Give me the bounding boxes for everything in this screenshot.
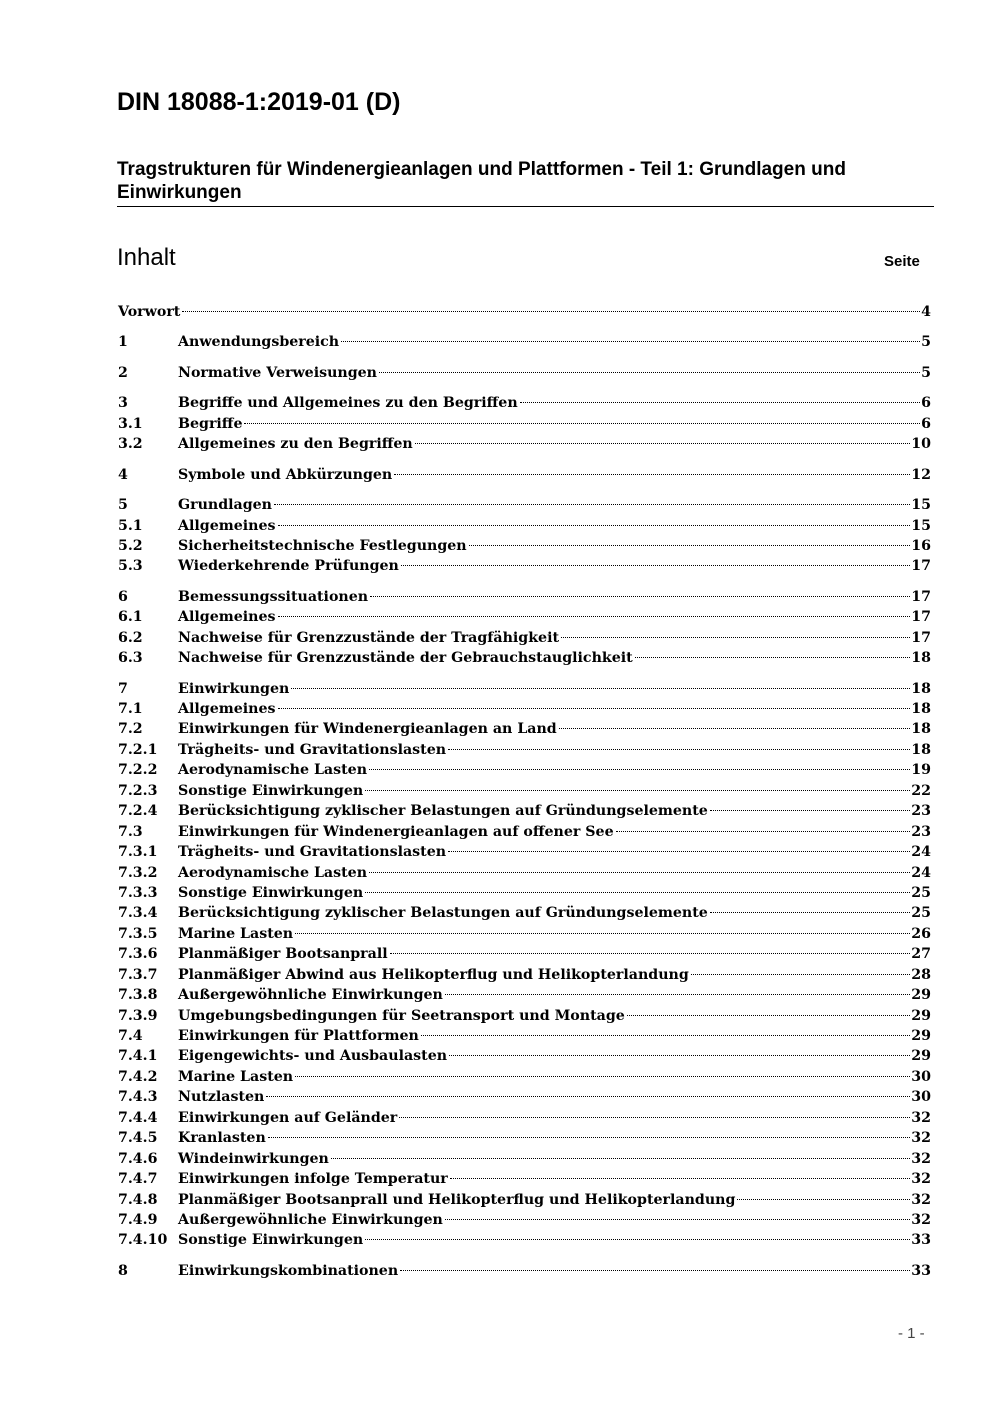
toc-entry[interactable] [118, 822, 931, 842]
toc-entry-page: 32 [911, 1109, 931, 1126]
toc-dot-leader [710, 912, 910, 913]
toc-entry-page: 29 [911, 987, 931, 1004]
toc-entry-page: 22 [911, 782, 931, 799]
toc-entry-number: 7.3.2 [118, 864, 158, 881]
toc-dot-leader [390, 953, 911, 954]
toc-entry[interactable] [118, 1046, 931, 1066]
toc-entry-number: 7.4.4 [118, 1109, 158, 1126]
toc-entry[interactable] [118, 1026, 931, 1046]
toc-entry-title: Berücksichtigung zyklischer Belastungen auf Gründungselemente [178, 905, 708, 922]
toc-entry-number: 7.4.3 [118, 1089, 158, 1106]
toc-entry[interactable] [118, 1087, 931, 1107]
toc-entry-number: 7.2.1 [118, 741, 158, 758]
toc-entry-number: 7.3.8 [118, 987, 158, 1004]
toc-entry-page: 29 [911, 1028, 931, 1044]
title-divider [117, 206, 934, 207]
toc-entry-number: 2 [118, 364, 128, 381]
toc-entry[interactable] [118, 863, 931, 883]
toc-dot-leader [365, 1239, 910, 1240]
toc-entry-number: 7 [118, 680, 128, 697]
toc-dot-leader [379, 372, 920, 373]
toc-dot-leader [400, 1270, 910, 1271]
toc-entry[interactable] [118, 434, 931, 454]
toc-entry[interactable] [118, 587, 931, 607]
toc-dot-leader [399, 1117, 910, 1118]
toc-entry[interactable] [118, 1108, 931, 1128]
toc-entry-title: Sicherheitstechnische Festlegungen [178, 537, 467, 554]
toc-dot-leader [369, 769, 910, 770]
toc-dot-leader [266, 1096, 910, 1097]
toc-entry-number: 7.3.5 [118, 925, 158, 942]
toc-dot-leader [274, 504, 910, 505]
toc-entry-number: 5.1 [118, 517, 143, 534]
toc-dot-leader [627, 1015, 910, 1016]
page-column-label: Seite [884, 253, 920, 270]
toc-entry-page: 24 [911, 844, 931, 861]
toc-entry[interactable] [118, 883, 931, 903]
toc-entry[interactable] [118, 699, 931, 719]
toc-entry-page: 25 [911, 884, 931, 901]
toc-entry[interactable] [118, 1169, 931, 1189]
toc-entry-title: Windeinwirkungen [178, 1150, 329, 1167]
toc-entry-number: 7.3.9 [118, 1007, 158, 1024]
toc-entry-page: 32 [911, 1211, 931, 1228]
toc-entry-title: Einwirkungskombinationen [178, 1262, 399, 1279]
toc-entry[interactable] [118, 842, 931, 862]
toc-entry-title: Einwirkungen infolge Temperatur [178, 1171, 448, 1188]
toc-entry-title: Begriffe [178, 415, 243, 432]
toc-entry-number: 7.3 [118, 823, 143, 840]
toc-entry-page: 32 [911, 1150, 931, 1167]
toc-entry[interactable] [118, 556, 931, 576]
toc-entry-number: 6.3 [118, 650, 143, 667]
toc-entry-number: 7.3.4 [118, 905, 158, 922]
document-subtitle: Tragstrukturen für Windenergieanlagen und Plattformen - Teil 1: Grundlagen und Einwirkungen [117, 159, 846, 203]
toc-entry-number: 6.2 [118, 629, 143, 646]
toc-entry-page: 27 [911, 946, 931, 963]
toc-entry-page: 5 [921, 364, 931, 381]
toc-entry-page: 23 [911, 803, 931, 820]
toc-entry-page: 28 [911, 966, 931, 983]
toc-entry-page: 6 [921, 415, 931, 432]
toc-entry-page: 18 [911, 680, 931, 697]
toc-entry-page: 6 [921, 395, 931, 412]
toc-entry-number: 7.4.2 [118, 1068, 158, 1085]
toc-entry-title: Trägheits- und Gravitationslasten [178, 741, 447, 758]
toc-entry-page: 33 [911, 1232, 931, 1249]
toc-entry-page: 29 [911, 1007, 931, 1024]
toc-entry-title: Einwirkungen für Windenergieanlagen auf offener See [178, 823, 614, 840]
toc-dot-leader [295, 933, 910, 934]
toc-entry[interactable] [118, 332, 931, 352]
toc-entry-page: 5 [921, 334, 931, 351]
toc-dot-leader [445, 1219, 910, 1220]
toc-entry-number: 5.3 [118, 558, 143, 575]
toc-entry-page: 16 [911, 537, 931, 554]
toc-entry-number: 7.4.7 [118, 1171, 158, 1188]
toc-dot-leader [244, 423, 920, 424]
toc-entry-title: Einwirkungen [178, 680, 290, 697]
toc-entry[interactable] [118, 393, 931, 413]
toc-entry[interactable] [118, 1261, 931, 1281]
toc-entry-number: 7.2.2 [118, 762, 158, 779]
toc-entry-page: 33 [911, 1262, 931, 1279]
toc-entry-title: Allgemeines zu den Begriffen [178, 436, 413, 453]
toc-entry-page: 15 [911, 517, 931, 534]
toc-entry-title: Marine Lasten [178, 1068, 294, 1085]
toc-entry[interactable] [118, 781, 931, 801]
toc-entry[interactable] [118, 903, 931, 923]
toc-entry-number: 7.4.8 [118, 1191, 158, 1208]
toc-entry-title: Einwirkungen für Windenergieanlagen an Land [178, 721, 557, 738]
toc-entry-title: Wiederkehrende Prüfungen [178, 558, 399, 575]
toc-entry[interactable] [118, 414, 931, 434]
toc-entry[interactable] [118, 648, 931, 668]
toc-entry-page: 10 [911, 436, 931, 453]
toc-entry-title: Außergewöhnliche Einwirkungen [178, 1211, 443, 1228]
toc-entry-number: 4 [118, 466, 128, 483]
toc-entry-title: Aerodynamische Lasten [178, 762, 368, 779]
toc-entry[interactable] [118, 1006, 931, 1026]
toc-entry[interactable] [118, 1128, 931, 1148]
toc-entry-title: Aerodynamische Lasten [178, 864, 368, 881]
toc-dot-leader [182, 311, 920, 312]
toc-entry-title: Normative Verweisungen [178, 364, 377, 381]
toc-entry-title: Außergewöhnliche Einwirkungen [178, 987, 443, 1004]
toc-dot-leader [691, 974, 911, 975]
toc-entry-title: Planmäßiger Abwind aus Helikopterflug und Helikopterlandung [178, 966, 689, 983]
toc-dot-leader [278, 525, 911, 526]
toc-entry-title: Bemessungssituationen [178, 588, 369, 605]
toc-entry[interactable] [118, 1067, 931, 1087]
toc-entry-number: 7.4 [118, 1028, 143, 1044]
toc-entry[interactable] [118, 465, 931, 485]
toc-entry-page: 26 [911, 925, 931, 942]
toc-entry-page: 17 [911, 558, 931, 575]
toc-dot-leader [561, 637, 910, 638]
toc-entry-title: Berücksichtigung zyklischer Belastungen auf Gründungselemente [178, 803, 708, 820]
toc-entry-title: Planmäßiger Bootsanprall und Helikopterflug und Helikopterlandung [178, 1191, 736, 1208]
toc-entry[interactable] [118, 719, 931, 739]
toc-entry[interactable] [118, 985, 931, 1005]
toc-entry-page: 30 [911, 1089, 931, 1106]
toc-dot-leader [365, 892, 910, 893]
toc-dot-leader [448, 749, 910, 750]
toc-dot-leader [369, 872, 910, 873]
toc-entry-title: Nutzlasten [178, 1089, 265, 1106]
toc-dot-leader [341, 341, 920, 342]
toc-entry-page: 17 [911, 629, 931, 646]
toc-entry-title: Sonstige Einwirkungen [178, 782, 364, 799]
toc-entry-title: Umgebungsbedingungen für Seetransport und Montage [178, 1007, 625, 1024]
toc-entry-title: Sonstige Einwirkungen [178, 1232, 364, 1249]
toc-dot-leader [295, 1076, 910, 1077]
toc-entry-title: Einwirkungen auf Geländer [178, 1109, 398, 1126]
toc-entry-number: 7.4.1 [118, 1048, 158, 1065]
toc-entry-number: 5 [118, 497, 128, 514]
toc-entry[interactable] [118, 1230, 931, 1250]
toc-entry-title: Kranlasten [178, 1130, 266, 1147]
toc-entry[interactable] [118, 1190, 931, 1210]
toc-entry-number: 7.3.7 [118, 966, 158, 983]
toc-dot-leader [415, 443, 911, 444]
toc-entry-page: 18 [911, 650, 931, 667]
toc-dot-leader [401, 565, 910, 566]
toc-dot-leader [449, 1055, 910, 1056]
toc-entry-number: 3 [118, 395, 128, 412]
toc-entry-title: Einwirkungen für Plattformen [178, 1028, 419, 1044]
toc-entry-title: Begriffe und Allgemeines zu den Begriffen [178, 395, 518, 412]
toc-entry[interactable] [118, 1149, 931, 1169]
toc-entry[interactable] [118, 1210, 931, 1230]
toc-dot-leader [616, 831, 911, 832]
toc-dot-leader [331, 1158, 910, 1159]
toc-dot-leader [559, 728, 911, 729]
toc-entry-number: 1 [118, 334, 128, 351]
toc-entry-number: 3.1 [118, 415, 143, 432]
toc-entry-page: 25 [911, 905, 931, 922]
toc-dot-leader [737, 1199, 910, 1200]
toc-entry[interactable] [118, 628, 931, 648]
toc-entry-title: Allgemeines [178, 517, 276, 534]
toc-dot-leader [370, 596, 910, 597]
toc-entry-number: 7.2.4 [118, 803, 158, 820]
toc-entry-title: Grundlagen [178, 497, 272, 514]
toc-entry[interactable] [118, 302, 931, 322]
toc-entry-page: 32 [911, 1171, 931, 1188]
toc-entry-number: 7.4.10 [118, 1232, 168, 1249]
toc-entry[interactable] [118, 679, 931, 699]
toc-entry-title: Anwendungsbereich [178, 334, 340, 351]
page-number: - 1 - [898, 1325, 925, 1342]
toc-entry-page: 24 [911, 864, 931, 881]
toc-entry[interactable] [118, 363, 931, 383]
toc-entry-number: 8 [118, 1262, 128, 1279]
toc-entry-number: 3.2 [118, 436, 143, 453]
toc-entry-page: 18 [911, 741, 931, 758]
toc-dot-leader [365, 790, 910, 791]
toc-entry-number: 7.3.3 [118, 884, 158, 901]
toc-dot-leader [520, 402, 920, 403]
toc-entry-title: Allgemeines [178, 609, 276, 626]
toc-entry-number: 7.4.9 [118, 1211, 158, 1228]
toc-entry-number: 7.4.6 [118, 1150, 158, 1167]
toc-entry[interactable] [118, 801, 931, 821]
toc-entry-number: 6.1 [118, 609, 143, 626]
toc-entry-page: 15 [911, 497, 931, 514]
toc-dot-leader [278, 708, 911, 709]
toc-entry-title: Allgemeines [178, 701, 276, 717]
toc-entry-number: 7.2.3 [118, 782, 158, 799]
toc-dot-leader [635, 657, 911, 658]
toc-entry[interactable] [118, 740, 931, 760]
toc-entry-page: 12 [911, 466, 931, 483]
toc-entry[interactable] [118, 924, 931, 944]
toc-entry[interactable] [118, 965, 931, 985]
toc-dot-leader [469, 545, 911, 546]
toc-entry-page: 32 [911, 1191, 931, 1208]
toc-dot-leader [710, 810, 910, 811]
toc-entry-page: 29 [911, 1048, 931, 1065]
toc-dot-leader [421, 1035, 910, 1036]
toc-entry-number: 5.2 [118, 537, 143, 554]
toc-entry-page: 32 [911, 1130, 931, 1147]
toc-dot-leader [448, 851, 910, 852]
toc-entry-page: 30 [911, 1068, 931, 1085]
table-of-contents [118, 302, 931, 1281]
toc-entry-page: 18 [911, 701, 931, 717]
toc-entry-page: 4 [921, 304, 931, 320]
toc-entry-title: Nachweise für Grenzzustände der Gebrauchstauglichkeit [178, 650, 633, 667]
toc-entry-number: 6 [118, 588, 128, 605]
toc-entry-title: Marine Lasten [178, 925, 294, 942]
document-title: DIN 18088-1:2019-01 (D) [117, 88, 401, 116]
toc-entry-number: 7.4.5 [118, 1130, 158, 1147]
toc-entry-number: 7.1 [118, 701, 143, 717]
toc-dot-leader [291, 688, 910, 689]
toc-entry-title: Eigengewichts- und Ausbaulasten [178, 1048, 448, 1065]
toc-entry-title: Trägheits- und Gravitationslasten [178, 844, 447, 861]
toc-entry-page: 18 [911, 721, 931, 738]
toc-dot-leader [268, 1137, 910, 1138]
toc-entry[interactable] [118, 944, 931, 964]
toc-entry-title: Symbole und Abkürzungen [178, 466, 393, 483]
toc-entry[interactable] [118, 495, 931, 515]
toc-entry[interactable] [118, 536, 931, 556]
toc-dot-leader [278, 616, 911, 617]
toc-dot-leader [394, 474, 910, 475]
toc-entry-title: Vorwort [118, 304, 181, 320]
toc-entry[interactable] [118, 516, 931, 536]
toc-entry[interactable] [118, 760, 931, 780]
toc-entry-page: 23 [911, 823, 931, 840]
toc-entry-page: 17 [911, 609, 931, 626]
toc-entry-title: Sonstige Einwirkungen [178, 884, 364, 901]
toc-entry-number: 7.3.1 [118, 844, 158, 861]
toc-entry-page: 17 [911, 588, 931, 605]
toc-dot-leader [445, 994, 910, 995]
toc-entry-page: 19 [911, 762, 931, 779]
toc-heading: Inhalt [117, 244, 176, 271]
toc-entry-number: 7.3.6 [118, 946, 158, 963]
toc-dot-leader [450, 1178, 911, 1179]
toc-entry[interactable] [118, 607, 931, 627]
toc-entry-title: Planmäßiger Bootsanprall [178, 946, 388, 963]
toc-entry-number: 7.2 [118, 721, 143, 738]
toc-entry-title: Nachweise für Grenzzustände der Tragfähigkeit [178, 629, 560, 646]
